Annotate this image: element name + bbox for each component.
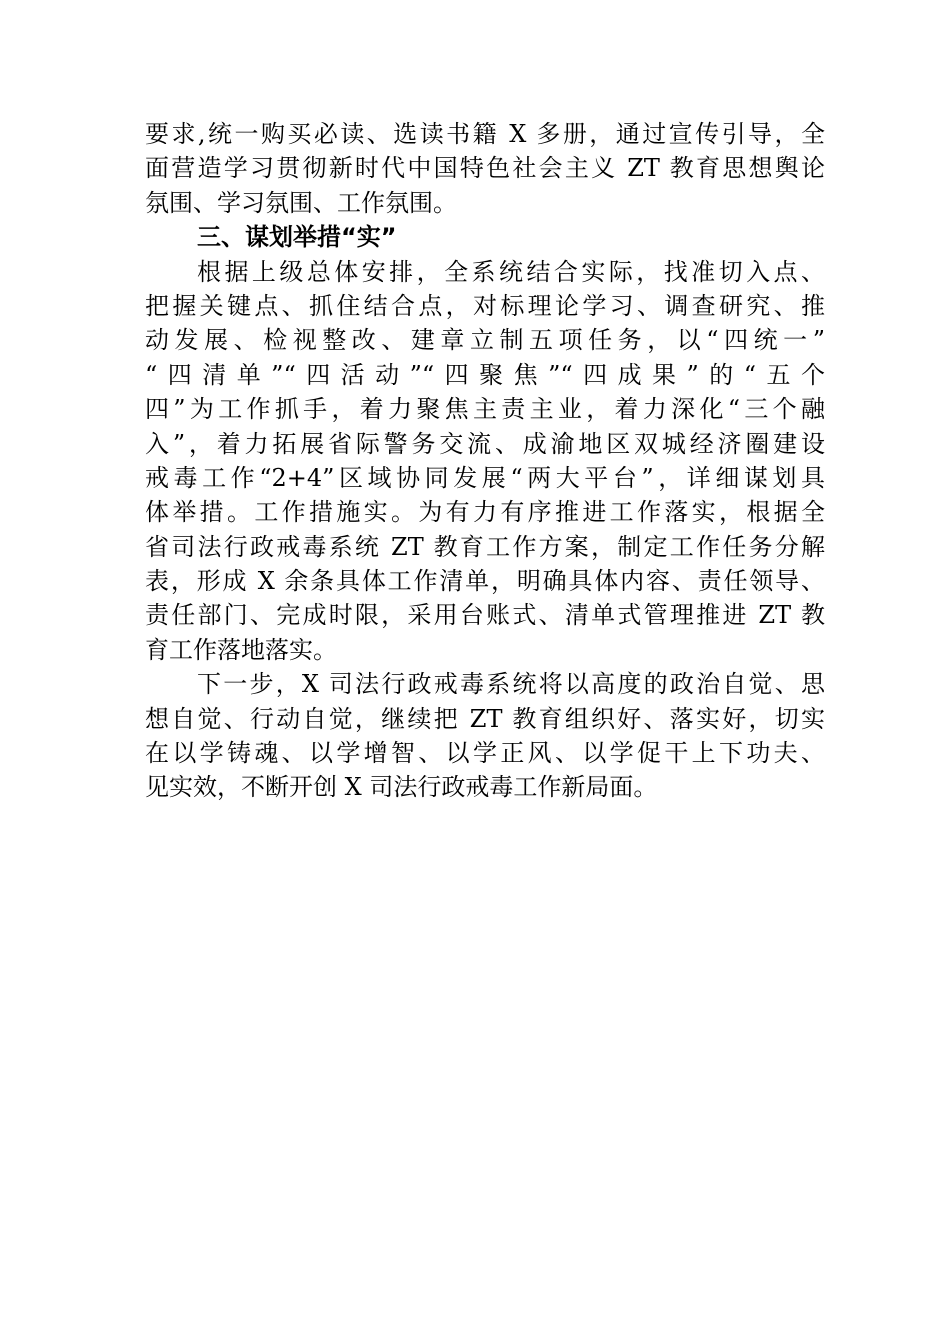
text-line: 氛围、学习氛围、工作氛围。 [145,188,457,217]
text-line: 责任部门、完成时限，采用台账式、清单式管理推进 ZT 教 [145,601,825,630]
text-line: 动发展、检视整改、建章立制五项任务，以“四统一” [145,326,825,355]
text-line: 见实效，不断开创 X 司法行政戒毒工作新局面。 [145,773,658,802]
text-line: 四”为工作抓手，着力聚焦主责主业，着力深化“三个融 [145,395,825,424]
text-line: 根据上级总体安排，全系统结合实际，找准切入点、 [197,257,825,286]
text-line: 体举措。工作措施实。为有力有序推进工作落实，根据全 [145,498,825,527]
text-line: 面营造学习贯彻新时代中国特色社会主义 ZT 教育思想舆论 [145,154,825,183]
text-line: 育工作落地落实。 [145,635,337,664]
text-line: 想自觉、行动自觉，继续把 ZT 教育组织好、落实好，切实 [145,704,825,733]
text-line: “四清单”“四活动”“四聚焦”“四成果”的“五个 [145,360,825,389]
paragraph-continued [145,117,825,220]
text-line: 省司法行政戒毒系统 ZT 教育工作方案，制定工作任务分解 [145,532,825,561]
text-line: 在以学铸魂、以学增智、以学正风、以学促干上下功夫、 [145,739,825,768]
text-line: 入”，着力拓展省际警务交流、成渝地区双城经济圈建设 [145,429,825,458]
paragraph-measures [145,255,825,668]
text-line: 要求,统一购买必读、选读书籍 X 多册，通过宣传引导，全 [145,120,825,148]
paragraph-next-step [145,667,825,805]
document-body [145,117,825,805]
text-line: 戒毒工作“2+4”区域协同发展“两大平台”，详细谋划具 [145,463,825,492]
section-heading: 三、谋划举措“实” [197,223,397,252]
text-line: 把握关键点、抓住结合点，对标理论学习、调查研究、推 [145,291,825,320]
text-line: 表，形成 X 余条具体工作清单，明确具体内容、责任领导、 [145,567,825,596]
text-line: 下一步，X 司法行政戒毒系统将以高度的政治自觉、思 [197,670,825,699]
